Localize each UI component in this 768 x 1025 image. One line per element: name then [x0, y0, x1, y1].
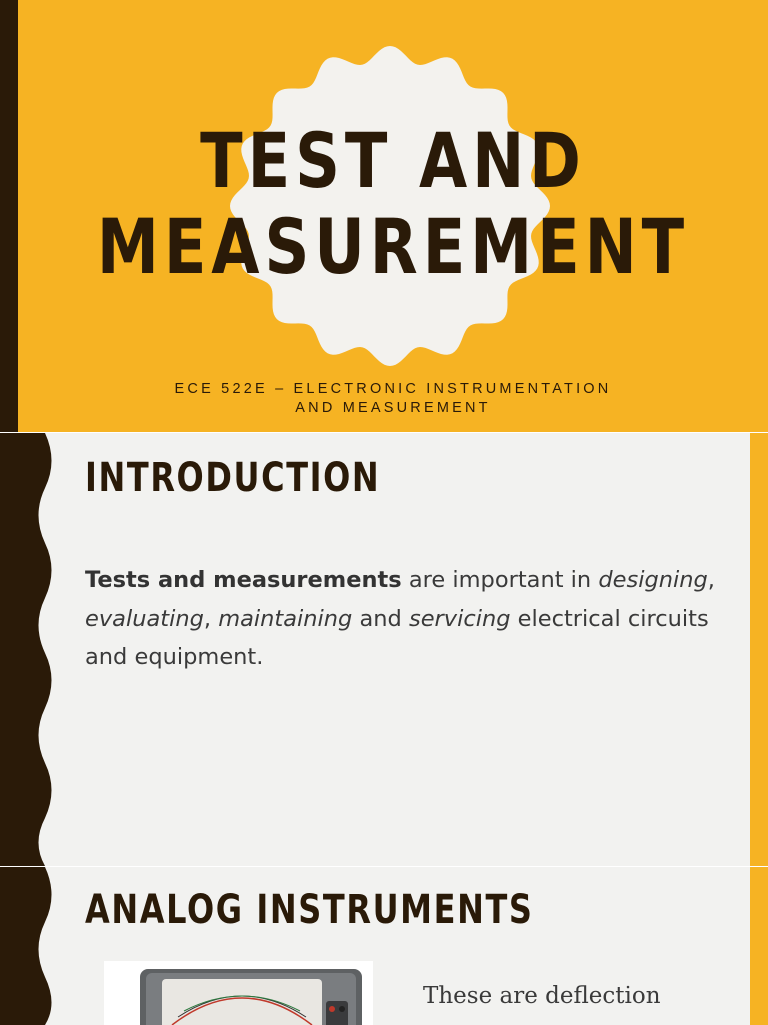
analog-multimeter-image [104, 961, 373, 1025]
analog-description-text: These are deflection [423, 983, 661, 1009]
slide-subtitle [18, 380, 768, 418]
slide-title-line1: TEST AND [200, 116, 586, 205]
slide-subtitle-line2: AND MEASUREMENT [295, 400, 491, 416]
text-run: electrical circuits and equipment. [85, 605, 709, 670]
slide-subtitle-line1: ECE 522E – ELECTRONIC INSTRUMENTATION [174, 381, 612, 397]
text-run: are important in [401, 567, 599, 593]
italic-term: servicing [408, 605, 511, 632]
italic-term: designing [598, 567, 708, 593]
text-run: and [352, 605, 409, 632]
left-accent-bar [0, 0, 18, 432]
title-slide[interactable] [0, 0, 768, 432]
italic-term: maintaining [218, 605, 353, 632]
text-run: , [203, 605, 219, 632]
wavy-left-border [0, 867, 60, 1025]
wavy-left-border [0, 433, 60, 866]
text-run: , [707, 567, 715, 593]
analog-instruments-slide[interactable] [0, 866, 768, 1025]
section-heading: INTRODUCTION [85, 455, 381, 501]
right-accent-bar [750, 433, 768, 866]
slide-title [86, 118, 701, 290]
introduction-slide[interactable] [0, 432, 768, 866]
right-accent-bar [750, 867, 768, 1025]
section-heading: ANALOG INSTRUMENTS [85, 887, 534, 933]
slide-title-line2: MEASUREMENT [96, 202, 690, 291]
italic-term: evaluating [85, 605, 204, 632]
intro-paragraph [85, 561, 725, 677]
bold-lead: Tests and measurements [85, 567, 402, 593]
analog-multimeter-icon [104, 961, 373, 1025]
